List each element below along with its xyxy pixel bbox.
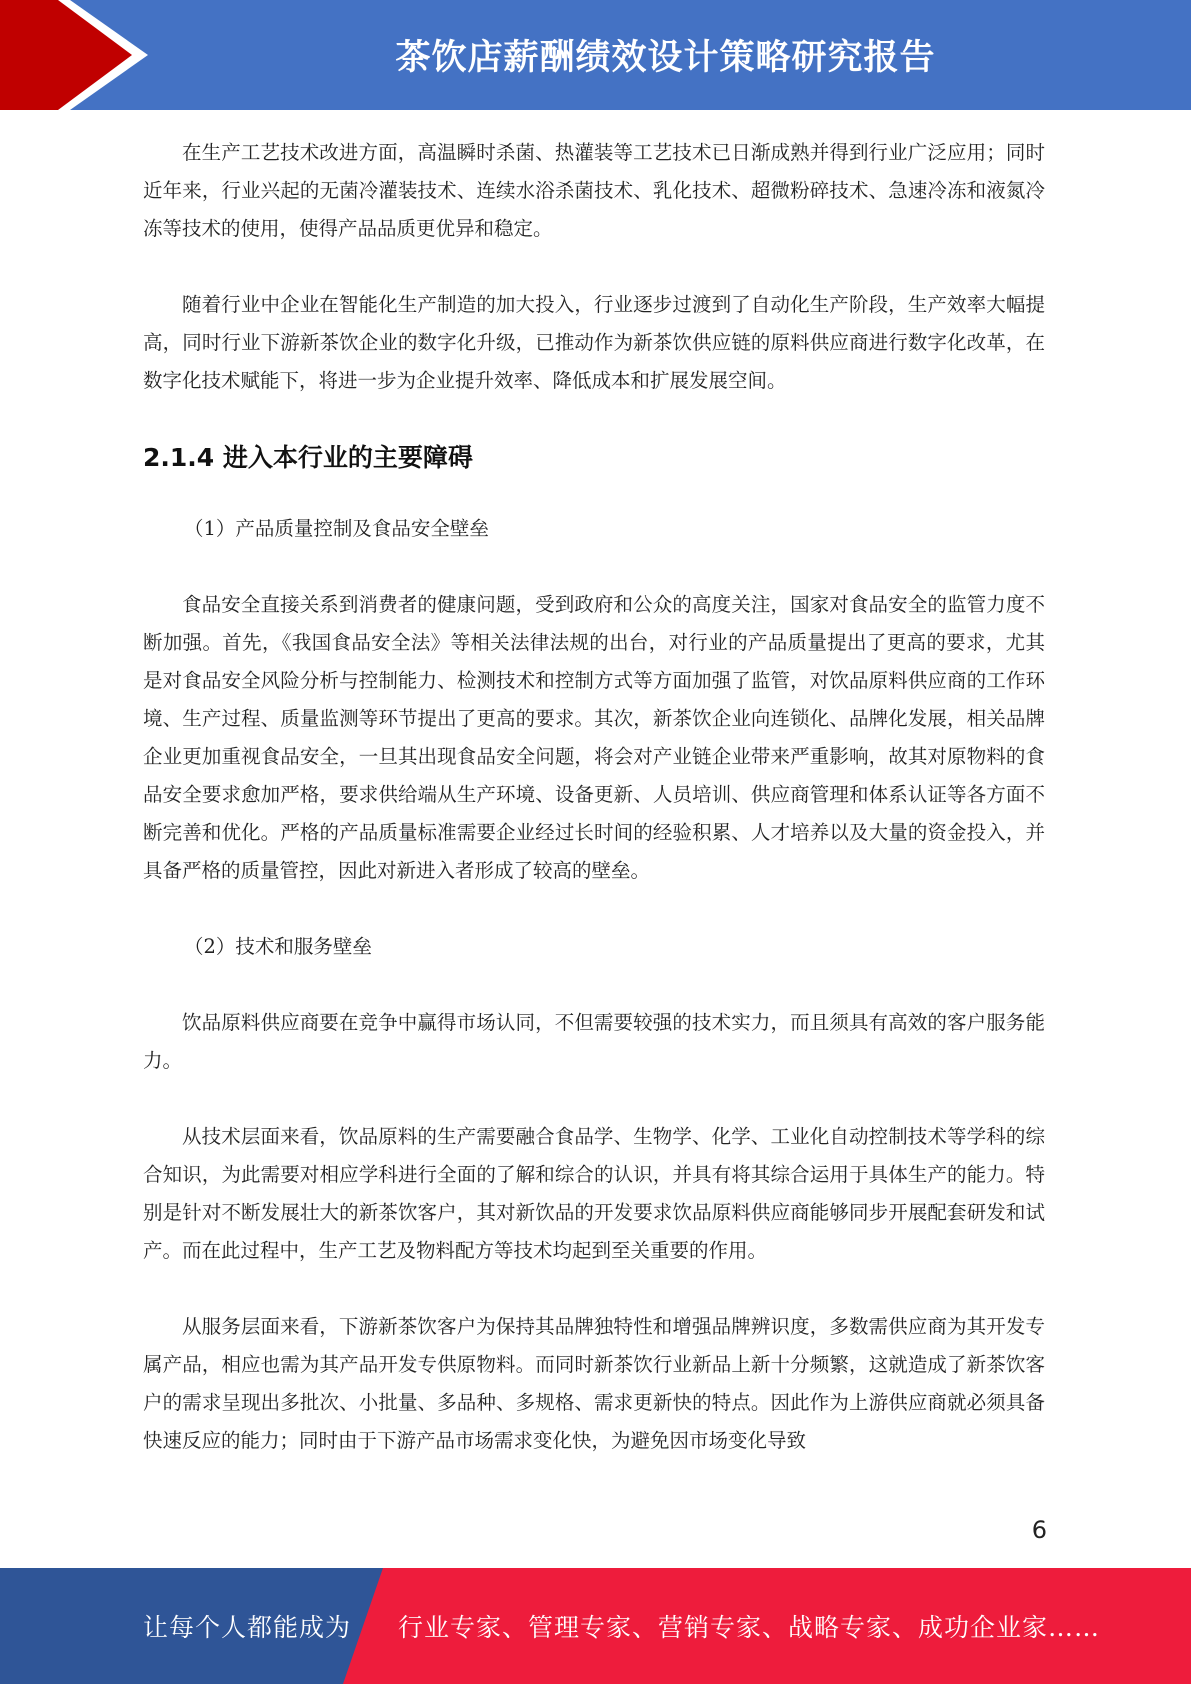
paragraph-service-level: 从服务层面来看，下游新茶饮客户为保持其品牌独特性和增强品牌辨识度，多数需供应商为其开发专属产品，相应也需为其产品开发专供原物料。而同时新茶饮行业新品上新十分频繁，这就造成了新茶饮客户的需求呈现出多批次、小批量、多品种、多规格、需求更新快的特点。因此作为上游供应商就必须具备快速反应的能力；同时由于下游产品市场需求变化快，为避免因市场变化导致 bbox=[143, 1315, 1045, 1452]
paragraph-technical-level: 从技术层面来看，饮品原料的生产需要融合食品学、生物学、化学、工业化自动控制技术等学科的综合知识，为此需要对相应学科进行全面的了解和综合的认识，并具有将其综合运用于具体生产的能力。特别是针对不断发展壮大的新茶饮客户，其对新饮品的开发要求饮品原料供应商能够同步开展配套研发和试产。而在此过程中，生产工艺及物料配方等技术均起到至关重要的作用。 bbox=[143, 1125, 1045, 1262]
header-banner bbox=[0, 0, 1191, 110]
paragraph-market-recognition: 饮品原料供应商要在竞争中赢得市场认同，不但需要较强的技术实力，而且须具有高效的客户服务能力。 bbox=[143, 1011, 1045, 1072]
page-content bbox=[143, 134, 1045, 1460]
footer-banner bbox=[0, 1568, 1191, 1684]
section-heading-entry-barriers: 2.1.4 进入本行业的主要障碍 bbox=[143, 443, 473, 472]
subheading-tech-service-barrier: （2）技术和服务壁垒 bbox=[184, 935, 372, 958]
header-chevron-decoration bbox=[0, 0, 160, 110]
page-number: 6 bbox=[1031, 1516, 1047, 1544]
paragraph-food-safety: 食品安全直接关系到消费者的健康问题，受到政府和公众的高度关注，国家对食品安全的监管力度不断加强。首先，《我国食品安全法》等相关法律法规的出台，对行业的产品质量提出了更高的要求，尤其是对食品安全风险分析与控制能力、检测技术和控制方式等方面加强了监管，对饮品原料供应商的工作环境、生产过程、质量监测等环节提出了更高的要求。其次，新茶饮企业向连锁化、品牌化发展，相关品牌企业更加重视食品安全，一旦其出现食品安全问题，将会对产业链企业带来严重影响，故其对原物料的食品安全要求愈加严格，要求供给端从生产环境、设备更新、人员培训、供应商管理和体系认证等各方面不断完善和优化。严格的产品质量标准需要企业经过长时间的经验积累、人才培养以及大量的资金投入，并具备严格的质量管控，因此对新进入者形成了较高的壁垒。 bbox=[143, 593, 1045, 882]
paragraph-process-technology: 在生产工艺技术改进方面，高温瞬时杀菌、热灌装等工艺技术已日渐成熟并得到行业广泛应用；同时近年来，行业兴起的无菌冷灌装技术、连续水浴杀菌技术、乳化技术、超微粉碎技术、急速冷冻和液氮冷冻等技术的使用，使得产品品质更优异和稳定。 bbox=[143, 141, 1045, 240]
paragraph-digitalization: 随着行业中企业在智能化生产制造的加大投入，行业逐步过渡到了自动化生产阶段，生产效率大幅提高，同时行业下游新茶饮企业的数字化升级，已推动作为新茶饮供应链的原料供应商进行数字化改革，在数字化技术赋能下，将进一步为企业提升效率、降低成本和扩展发展空间。 bbox=[143, 293, 1045, 392]
report-title: 茶饮店薪酬绩效设计策略研究报告 bbox=[395, 38, 936, 78]
subheading-quality-safety-barrier: （1）产品质量控制及食品安全壁垒 bbox=[184, 517, 489, 540]
footer-slogan-right: 行业专家、管理专家、营销专家、战略专家、成功企业家…… bbox=[398, 1613, 1101, 1642]
footer-slogan-left: 让每个人都能成为 bbox=[143, 1613, 352, 1642]
